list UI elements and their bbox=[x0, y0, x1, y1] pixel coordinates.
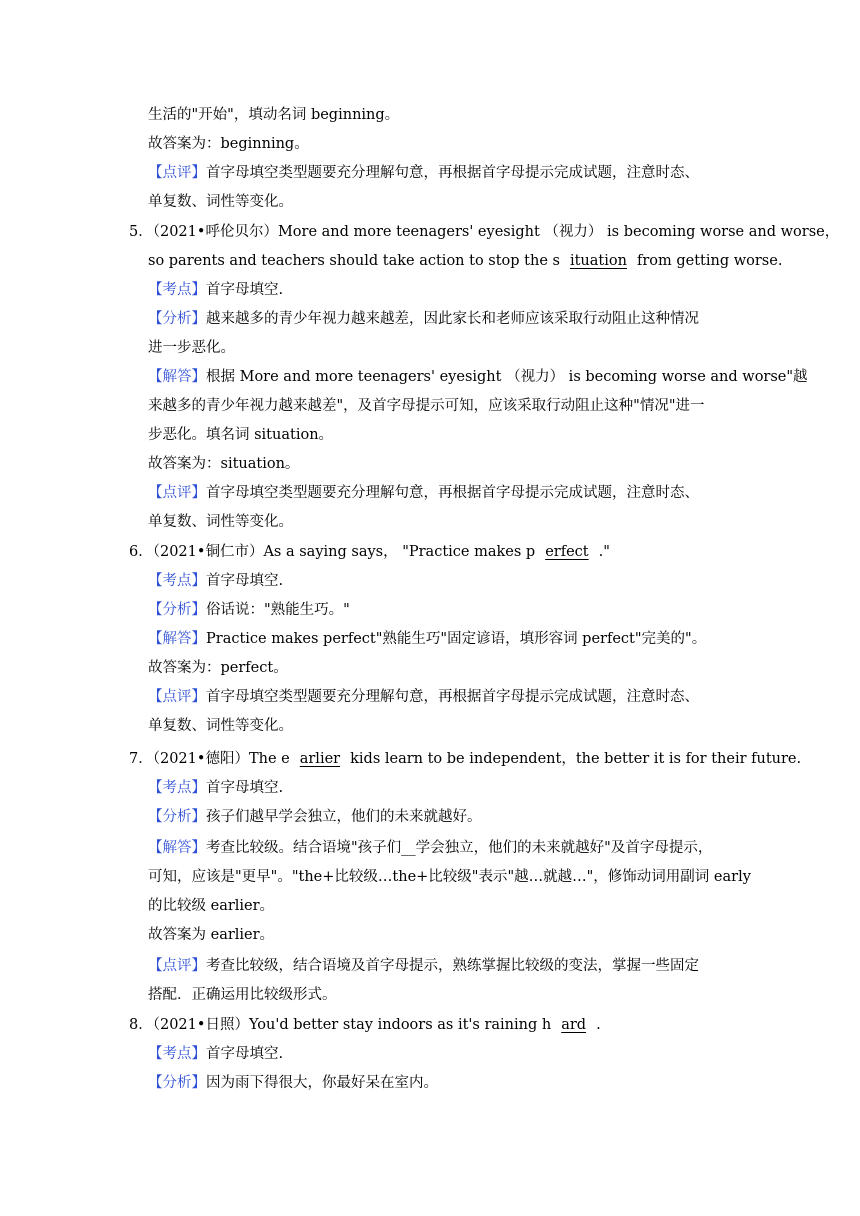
q4-comment-line2: 单复数、词性等变化。 bbox=[148, 194, 293, 210]
q7-jieda-line2: 可知，应该是"更早"。"the+比较级…the+比较级"表示"越…就越…"，修饰动词用副词 early bbox=[148, 869, 751, 885]
question-text: so parents and teachers should take action to stop the s bbox=[148, 253, 560, 269]
q6-kaodian bbox=[148, 571, 283, 591]
q7-comment-line1 bbox=[148, 956, 699, 976]
q7-fenxi bbox=[148, 807, 482, 827]
answer-blank: arlier bbox=[299, 751, 341, 767]
jieda-tag: 【解答】 bbox=[148, 631, 206, 647]
question-source: （2021•日照） bbox=[152, 1017, 249, 1033]
q7-comment-line2: 搭配．正确运用比较级形式。 bbox=[148, 987, 337, 1003]
q4-explanation-cont: 生活的"开始"，填动名词 beginning。 bbox=[148, 107, 400, 123]
q6-fenxi bbox=[148, 600, 350, 620]
q5-kaodian bbox=[148, 280, 283, 300]
comment-tag: 【点评】 bbox=[148, 165, 206, 181]
q5-jieda-line1 bbox=[148, 367, 808, 387]
fenxi-text: 俗话说："熟能生巧。" bbox=[206, 602, 350, 618]
q6-comment-line2: 单复数、词性等变化。 bbox=[148, 718, 293, 734]
q8-question bbox=[129, 1015, 601, 1035]
question-text: The e bbox=[248, 751, 290, 767]
q5-jieda-line3: 步恶化。填名词 situation。 bbox=[148, 427, 334, 443]
kaodian-tag: 【考点】 bbox=[148, 573, 206, 589]
kaodian-text: 首字母填空. bbox=[206, 780, 284, 796]
comment-tag: 【点评】 bbox=[148, 485, 206, 501]
kaodian-text: 首字母填空. bbox=[206, 1046, 284, 1062]
q7-kaodian bbox=[148, 778, 283, 798]
q5-question-line1 bbox=[129, 222, 839, 242]
jieda-tag: 【解答】 bbox=[148, 840, 206, 856]
fenxi-tag: 【分析】 bbox=[148, 1075, 206, 1091]
fenxi-tag: 【分析】 bbox=[148, 809, 206, 825]
comment-tag: 【点评】 bbox=[148, 689, 206, 705]
kaodian-tag: 【考点】 bbox=[148, 282, 206, 298]
kaodian-tag: 【考点】 bbox=[148, 780, 206, 796]
q6-jieda bbox=[148, 629, 706, 649]
comment-text: 首字母填空类型题要充分理解句意，再根据首字母提示完成试题，注意时态、 bbox=[206, 485, 699, 501]
question-number: 5． bbox=[129, 224, 153, 240]
question-source: （2021•呼伦贝尔） bbox=[152, 224, 278, 240]
q5-question-line2 bbox=[148, 251, 782, 271]
fenxi-tag: 【分析】 bbox=[148, 311, 206, 327]
q7-jieda-line1 bbox=[148, 838, 712, 858]
question-source: （2021•铜仁市） bbox=[152, 544, 264, 560]
q8-kaodian bbox=[148, 1044, 283, 1064]
answer-blank: ard bbox=[561, 1017, 587, 1033]
q5-comment-line1 bbox=[148, 483, 699, 503]
question-text: kids learn to be independent，the better it is for their future. bbox=[350, 751, 802, 767]
fenxi-text: 越来越多的青少年视力越来越差，因此家长和老师应该采取行动阻止这种情况 bbox=[206, 311, 699, 327]
q7-jieda-line3: 的比较级 earlier。 bbox=[148, 898, 275, 914]
q6-comment-line1 bbox=[148, 687, 699, 707]
kaodian-text: 首字母填空. bbox=[206, 282, 284, 298]
question-text: . bbox=[596, 1017, 601, 1033]
q7-answer: 故答案为 earlier。 bbox=[148, 927, 275, 943]
jieda-tag: 【解答】 bbox=[148, 369, 206, 385]
q7-question bbox=[129, 749, 801, 769]
jieda-text: 根据 More and more teenagers' eyesight （视力） is becoming worse and worse"越 bbox=[206, 369, 808, 385]
question-text: More and more teenagers' eyesight （视力） is becoming worse and worse， bbox=[277, 224, 840, 240]
question-text: As a saying says， "Practice makes p bbox=[263, 544, 536, 560]
q5-fenxi-line1 bbox=[148, 309, 699, 329]
fenxi-text: 孩子们越早学会独立，他们的未来就越好。 bbox=[206, 809, 482, 825]
q6-answer: 故答案为：perfect。 bbox=[148, 660, 288, 676]
q4-comment-line1 bbox=[148, 163, 699, 183]
question-number: 6． bbox=[129, 544, 153, 560]
jieda-text: 考查比较级。结合语境"孩子们__学会独立，他们的未来就越好"及首字母提示， bbox=[206, 840, 713, 856]
q6-question bbox=[129, 542, 610, 562]
fenxi-tag: 【分析】 bbox=[148, 602, 206, 618]
comment-text: 首字母填空类型题要充分理解句意，再根据首字母提示完成试题，注意时态、 bbox=[206, 165, 699, 181]
q5-answer: 故答案为：situation。 bbox=[148, 456, 300, 472]
question-text: You'd better stay indoors as it's raining h bbox=[248, 1017, 552, 1033]
question-text: ." bbox=[598, 544, 610, 560]
q4-answer: 故答案为：beginning。 bbox=[148, 136, 309, 152]
q5-fenxi-line2: 进一步恶化。 bbox=[148, 340, 235, 356]
jieda-text: Practice makes perfect"熟能生巧"固定谚语，填形容词 perfect"完美的"。 bbox=[206, 631, 707, 647]
comment-text: 首字母填空类型题要充分理解句意，再根据首字母提示完成试题，注意时态、 bbox=[206, 689, 699, 705]
comment-text: 考查比较级，结合语境及首字母提示，熟练掌握比较级的变法，掌握一些固定 bbox=[206, 958, 699, 974]
fenxi-text: 因为雨下得很大，你最好呆在室内。 bbox=[206, 1075, 438, 1091]
q5-comment-line2: 单复数、词性等变化。 bbox=[148, 514, 293, 530]
q5-jieda-line2: 来越多的青少年视力越来越差"，及首字母提示可知，应该采取行动阻止这种"情况"进一 bbox=[148, 398, 705, 414]
question-text: from getting worse. bbox=[636, 253, 783, 269]
kaodian-tag: 【考点】 bbox=[148, 1046, 206, 1062]
answer-blank: ituation bbox=[569, 253, 627, 269]
q8-fenxi bbox=[148, 1073, 438, 1093]
comment-tag: 【点评】 bbox=[148, 958, 206, 974]
kaodian-text: 首字母填空. bbox=[206, 573, 284, 589]
answer-blank: erfect bbox=[545, 544, 589, 560]
question-source: （2021•德阳） bbox=[152, 751, 249, 767]
question-number: 7． bbox=[129, 751, 153, 767]
question-number: 8． bbox=[129, 1017, 153, 1033]
